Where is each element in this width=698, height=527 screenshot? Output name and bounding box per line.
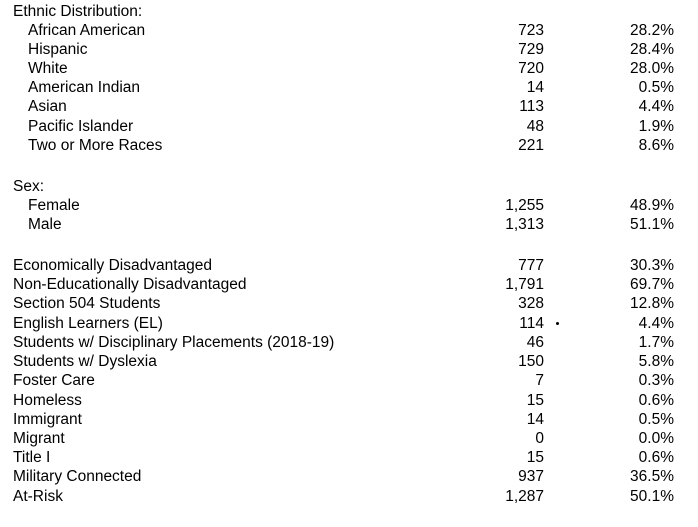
row-label: African American	[28, 22, 146, 39]
row-percent: 28.0%	[630, 60, 674, 77]
dot-mark	[556, 322, 559, 325]
row-label: At-Risk	[13, 488, 63, 505]
table-row	[0, 40, 698, 59]
ethnic-heading: Ethnic Distribution:	[13, 3, 143, 20]
row-count: 937	[518, 468, 544, 485]
row-count: 720	[518, 60, 544, 77]
table-row	[0, 352, 698, 371]
row-label: Economically Disadvantaged	[13, 257, 213, 274]
row-count: 15	[526, 449, 544, 466]
table-row	[0, 78, 698, 97]
row-label: White	[28, 60, 68, 77]
row-percent: 50.1%	[630, 488, 674, 505]
table-row	[0, 314, 698, 333]
table-row	[0, 215, 698, 234]
row-percent: 1.7%	[638, 334, 674, 351]
row-label: Hispanic	[28, 41, 88, 58]
row-count: 14	[526, 79, 544, 96]
row-count: 729	[518, 41, 544, 58]
row-label: Pacific Islander	[28, 118, 134, 135]
row-label: Female	[28, 197, 80, 214]
row-percent: 0.5%	[638, 411, 674, 428]
sex-heading-row	[0, 177, 698, 196]
row-label: Students w/ Disciplinary Placements (2018-19)	[13, 334, 335, 351]
row-label: Military Connected	[13, 468, 142, 485]
row-percent: 4.4%	[638, 98, 674, 115]
table-row	[0, 391, 698, 410]
row-percent: 8.6%	[638, 137, 674, 154]
row-percent: 30.3%	[630, 257, 674, 274]
row-count: 221	[518, 137, 544, 154]
row-count: 723	[518, 22, 544, 39]
row-percent: 0.6%	[638, 392, 674, 409]
table-row	[0, 467, 698, 486]
row-count: 328	[518, 295, 544, 312]
row-count: 777	[518, 257, 544, 274]
table-row	[0, 136, 698, 155]
row-label: Section 504 Students	[13, 295, 161, 312]
row-count: 150	[518, 353, 544, 370]
row-label: Two or More Races	[28, 137, 163, 154]
row-count: 7	[535, 372, 544, 389]
row-percent: 0.5%	[638, 79, 674, 96]
row-percent: 5.8%	[638, 353, 674, 370]
table-row	[0, 410, 698, 429]
ethnic-heading-row	[0, 2, 698, 21]
row-percent: 0.0%	[638, 430, 674, 447]
row-label: Immigrant	[13, 411, 82, 428]
row-percent: 48.9%	[630, 197, 674, 214]
row-count: 114	[519, 315, 544, 332]
row-count: 15	[526, 392, 544, 409]
table-row	[0, 429, 698, 448]
row-label: Migrant	[13, 430, 65, 447]
sex-heading: Sex:	[13, 178, 45, 195]
row-count: 1,287	[505, 488, 544, 505]
table-row	[0, 333, 698, 352]
row-percent: 0.6%	[638, 449, 674, 466]
table-row	[0, 275, 698, 294]
table-row	[0, 487, 698, 506]
table-row	[0, 21, 698, 40]
row-percent: 28.4%	[630, 41, 674, 58]
table-row	[0, 59, 698, 78]
row-count: 46	[526, 334, 544, 351]
row-label: Students w/ Dyslexia	[13, 353, 157, 370]
row-count: 1,255	[505, 197, 544, 214]
row-count: 48	[526, 118, 544, 135]
row-count: 113	[519, 98, 544, 115]
row-label: Homeless	[13, 392, 82, 409]
row-label: English Learners (EL)	[13, 315, 163, 332]
table-row	[0, 97, 698, 116]
row-percent: 12.8%	[630, 295, 674, 312]
row-percent: 4.4%	[638, 315, 674, 332]
row-percent: 36.5%	[630, 468, 674, 485]
row-count: 1,791	[505, 276, 544, 293]
row-label: Male	[28, 216, 62, 233]
table-row	[0, 448, 698, 467]
table-row	[0, 294, 698, 313]
row-label: Title I	[13, 449, 51, 466]
table-row	[0, 196, 698, 215]
row-percent: 51.1%	[630, 216, 674, 233]
row-percent: 69.7%	[630, 276, 674, 293]
row-label: Asian	[28, 98, 67, 115]
row-label: Non-Educationally Disadvantaged	[13, 276, 247, 293]
row-percent: 28.2%	[630, 22, 674, 39]
table-row	[0, 117, 698, 136]
row-count: 14	[526, 411, 544, 428]
table-row	[0, 256, 698, 275]
row-label: Foster Care	[13, 372, 95, 389]
row-label: American Indian	[28, 79, 141, 96]
row-percent: 0.3%	[638, 372, 674, 389]
table-row	[0, 371, 698, 390]
row-count: 0	[535, 430, 544, 447]
row-percent: 1.9%	[638, 118, 674, 135]
row-count: 1,313	[505, 216, 544, 233]
